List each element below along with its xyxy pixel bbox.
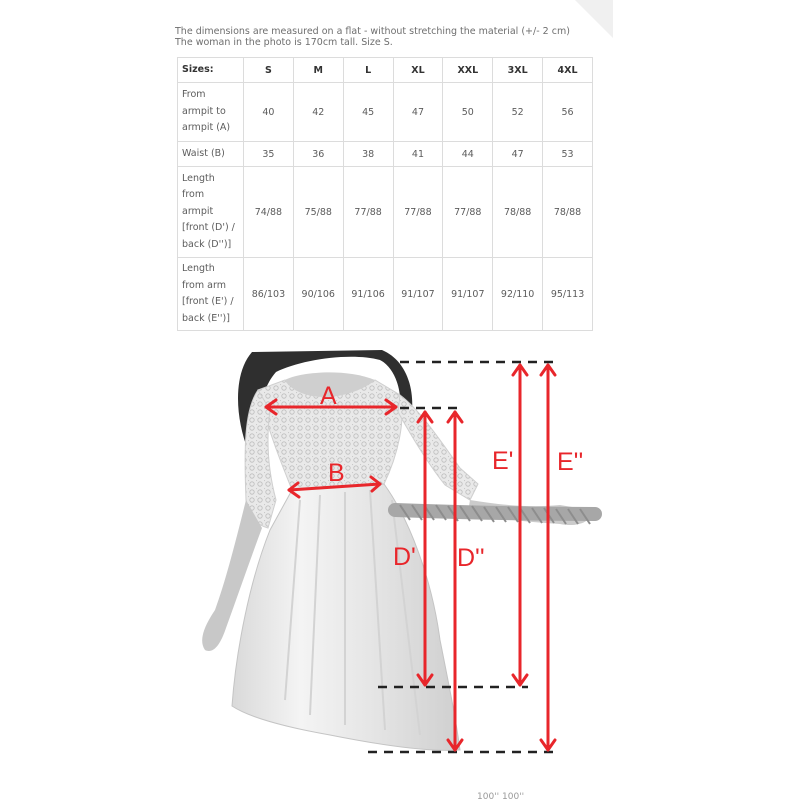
row-label-line: from	[182, 189, 205, 201]
table-cell: 36	[293, 142, 343, 167]
row-label-line: [front (E') /	[182, 296, 234, 307]
table-cell: 92/110	[493, 258, 543, 331]
size-header-cell: XL	[393, 58, 443, 83]
row-label-line: back (D'')]	[182, 238, 232, 250]
row-label-line: Length	[182, 263, 215, 274]
label-d-front: D'	[393, 543, 416, 571]
arrow-e-back	[541, 365, 555, 750]
label-b: B	[328, 459, 345, 487]
table-cell: 52	[493, 83, 543, 142]
table-cell: 38	[343, 142, 393, 167]
row-label-line: [front (D') /	[182, 222, 235, 234]
table-cell: 90/106	[293, 258, 343, 331]
table-cell: 77/88	[393, 167, 443, 258]
note-line-2: The woman in the photo is 170cm tall. Size S.	[175, 36, 393, 48]
table-cell: 47	[493, 142, 543, 167]
table-cell: 42	[293, 83, 343, 142]
table-cell: 44	[443, 142, 493, 167]
size-header-label: Sizes:	[178, 58, 244, 83]
row-label-line: back (E'')]	[182, 312, 230, 324]
table-cell: 35	[244, 142, 294, 167]
table-cell: 78/88	[493, 167, 543, 258]
table-cell: 45	[343, 83, 393, 142]
table-cell: 95/113	[543, 258, 593, 331]
table-cell: 74/88	[244, 167, 294, 258]
table-cell: 91/107	[393, 258, 443, 331]
arrow-e-front	[513, 365, 527, 685]
table-cell: 86/103	[244, 258, 294, 331]
table-cell: 47	[393, 83, 443, 142]
table-cell: 56	[543, 83, 593, 142]
size-header-cell: XXL	[443, 58, 493, 83]
size-header-cell: M	[293, 58, 343, 83]
table-cell: 77/88	[443, 167, 493, 258]
table-cell: 78/88	[543, 167, 593, 258]
table-cell: 91/106	[343, 258, 393, 331]
row-label-line: Length	[182, 172, 215, 184]
table-cell: 77/88	[343, 167, 393, 258]
label-e-back: E''	[557, 448, 584, 476]
label-a: A	[320, 382, 337, 410]
row-label-line: Waist (B)	[182, 147, 225, 159]
row-label-line: From	[182, 89, 206, 101]
model-right-sleeve	[398, 395, 478, 500]
label-e-front: E'	[492, 447, 514, 475]
cropped-text: 100'' 100''	[477, 792, 525, 802]
table-cell: 50	[443, 83, 493, 142]
table-cell: 91/107	[443, 258, 493, 331]
note-line-1: The dimensions are measured on a flat - without stretching the material (+/- 2 cm)	[175, 26, 570, 37]
label-d-back: D''	[457, 544, 485, 572]
table-cell: 40	[244, 83, 294, 142]
table-cell: 53	[543, 142, 593, 167]
size-header-cell: S	[244, 58, 294, 83]
size-header-cell: 4XL	[543, 58, 593, 83]
size-header-cell: 3XL	[493, 58, 543, 83]
row-label-line: armpit (A)	[182, 122, 231, 134]
row-label-line: armpit	[182, 205, 214, 217]
row-label-line: from arm	[182, 279, 226, 291]
table-cell: 75/88	[293, 167, 343, 258]
table-cell: 41	[393, 142, 443, 167]
size-header-cell: L	[343, 58, 393, 83]
row-label-line: armpit to	[182, 105, 226, 117]
